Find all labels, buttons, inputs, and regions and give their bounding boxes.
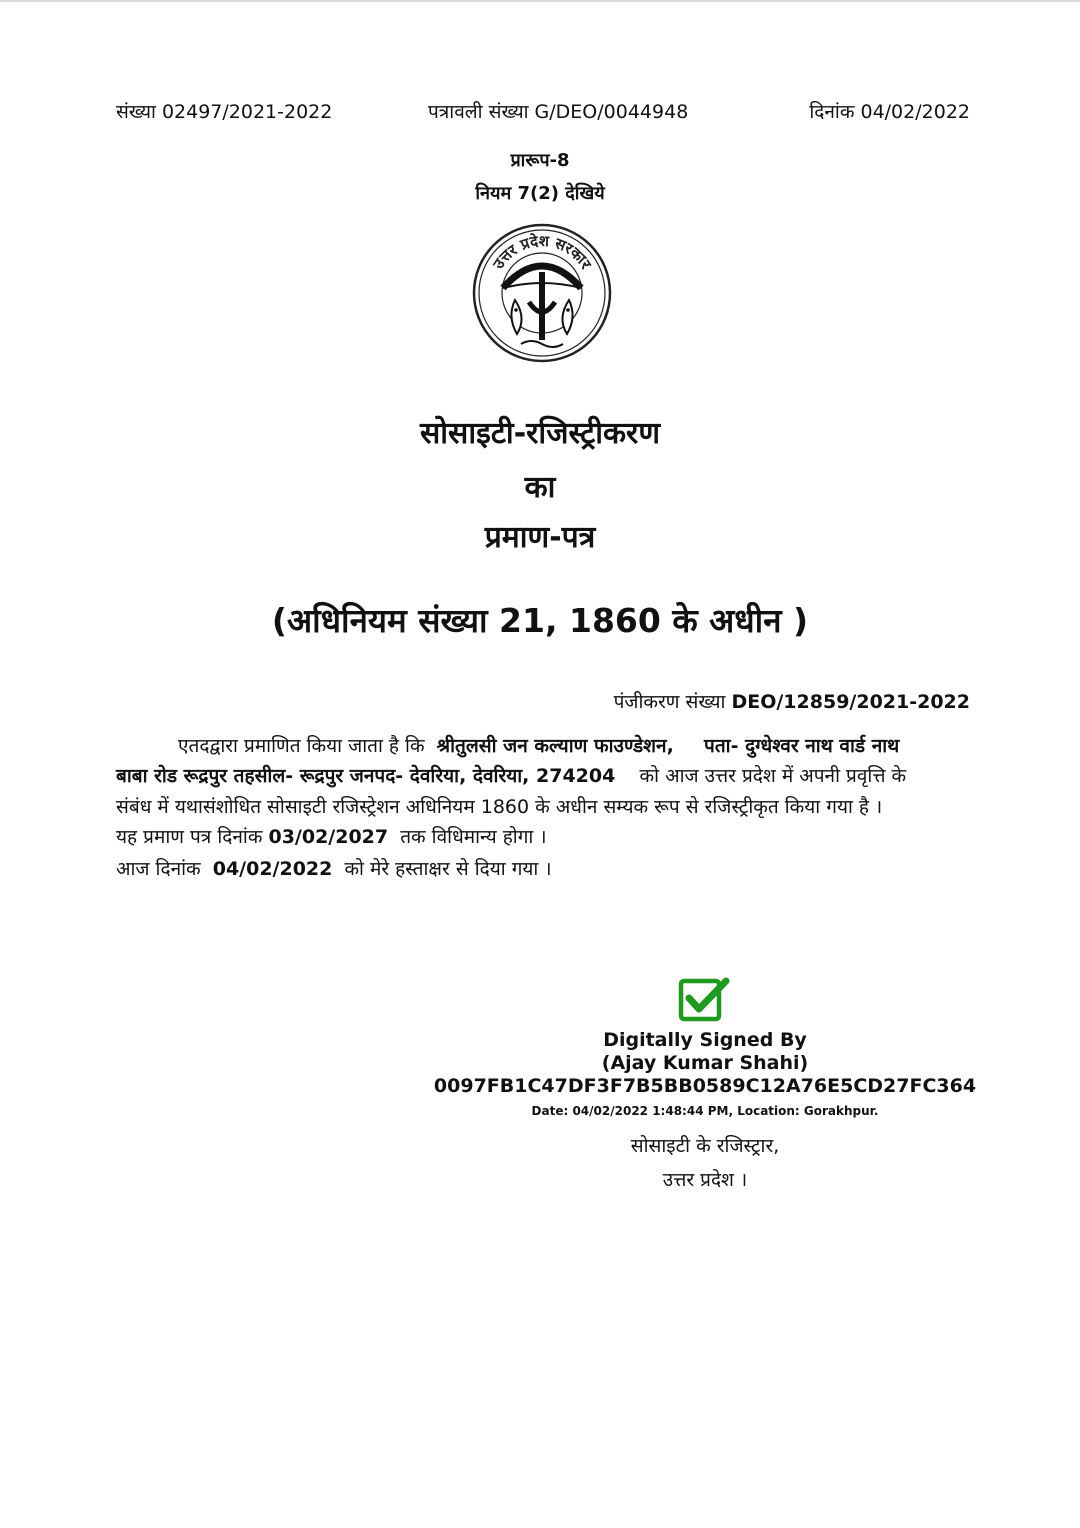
organisation-name: श्रीतुलसी जन कल्याण फाउण्डेशन,	[436, 735, 674, 757]
state-emblem-icon	[471, 222, 613, 364]
title-line-3: प्रमाण-पत्र	[484, 520, 596, 555]
signature-hash: 0097FB1C47DF3F7B5BB0589C12A76E5CD27FC364	[433, 1075, 977, 1097]
issue-date: 04/02/2022	[212, 858, 333, 880]
body-text-2: को आज उत्तर प्रदेश में अपनी प्रवृत्ति के	[639, 765, 907, 787]
body-line-1	[116, 732, 972, 758]
title-line-1: सोसाइटी-रजिस्ट्रीकरण	[419, 416, 661, 451]
valid-until-date: 03/02/2027	[268, 826, 389, 848]
address-part-2: बाबा रोड रूद्रपुर तहसील- रूद्रपुर जनपद- देवरिया, देवरिया, 274204	[116, 765, 616, 787]
signer-designation: सोसाइटी के रजिस्ट्रार,	[630, 1135, 780, 1157]
header-date: दिनांक 04/02/2022	[809, 101, 970, 123]
signer-name: (Ajay Kumar Shahi)	[601, 1052, 809, 1074]
issue-prefix: आज दिनांक	[116, 858, 201, 880]
top-border	[0, 0, 1080, 2]
title-line-2: का	[524, 470, 556, 505]
act-reference: (अधिनियम संख्या 21, 1860 के अधीन )	[271, 601, 809, 640]
registration-number	[614, 688, 970, 714]
registration-value: DEO/12859/2021-2022	[731, 691, 970, 713]
verified-check-icon	[678, 976, 730, 1022]
digitally-signed-label: Digitally Signed By	[603, 1029, 807, 1051]
body-line-3: संबंध में यथासंशोधित सोसाइटी रजिस्ट्रेशन अधिनियम 1860 के अधीन सम्यक रूप से रजिस्ट्रीकृत किया गया है ।	[116, 796, 883, 818]
certificate-number: संख्या 02497/2021-2022	[116, 101, 333, 123]
validity-suffix: तक विधिमान्य होगा ।	[400, 826, 547, 848]
body-line-5	[116, 855, 972, 881]
body-line-2	[116, 762, 972, 788]
rule-reference: नियम 7(2) देखिये	[475, 183, 605, 204]
file-number: पत्रावली संख्या G/DEO/0044948	[428, 101, 689, 123]
form-number: प्रारूप-8	[510, 150, 570, 171]
certify-text: एतदद्वारा प्रमाणित किया जाता है कि	[178, 735, 425, 757]
signer-state: उत्तर प्रदेश ।	[662, 1169, 748, 1191]
emblem-text: उत्तर प्रदेश सरकार	[489, 231, 595, 273]
issue-suffix: को मेरे हस्ताक्षर से दिया गया ।	[344, 858, 552, 880]
address-part-1: पता- दुग्धेश्वर नाथ वार्ड नाथ	[704, 735, 900, 757]
validity-prefix: यह प्रमाण पत्र दिनांक	[116, 826, 263, 848]
body-line-4	[116, 823, 972, 849]
signature-meta: Date: 04/02/2022 1:48:44 PM, Location: Gorakhpur.	[531, 1104, 879, 1118]
registration-label: पंजीकरण संख्या	[613, 691, 726, 713]
